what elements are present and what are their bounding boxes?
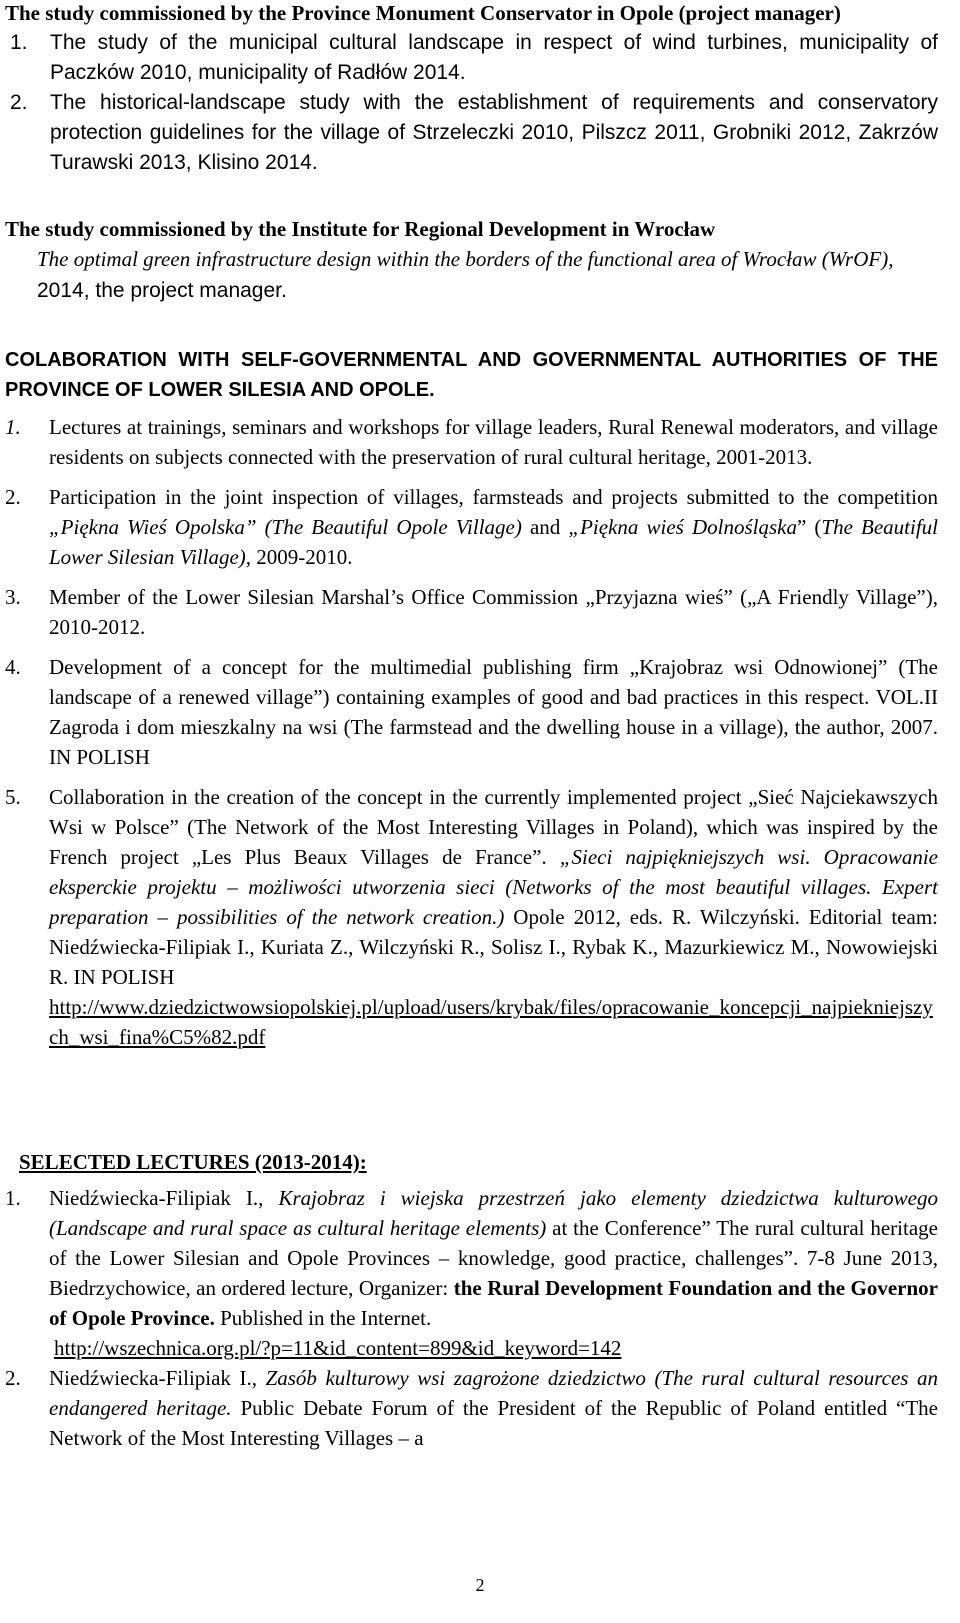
section-heading: SELECTED LECTURES (2013-2014): (19, 1150, 367, 1174)
section-heading: The study commissioned by the Institute for Regional Development in Wrocław (5, 217, 716, 241)
list-item: 1. Lectures at trainings, seminars and workshops for village leaders, Rural Renewal moderators, and village residents on subjects connected with the preservation of rural cultural heritage, 2001-2013. (5, 415, 938, 469)
list-item: 1. The study of the municipal cultural landscape in respect of wind turbines, municipality of Paczków 2010, municipality of Radłów 2014. (10, 31, 938, 84)
section-collaboration (5, 345, 938, 405)
list-item: 5. Collaboration in the creation of the concept in the currently implemented project „Sieć Najciekawszych Wsi w Polsce” (The Network of the Most Interesting Villages in Poland), which was inspired by the French project „Les Plus Beaux Villages de France”. „Sieci najpiękniejszych wsi. Opracowanie eksperckie projektu – możliwości utworzenia sieci (Networks of the most beautiful villages. Expert preparation – possibilities of the network creation.) Opole 2012, eds. R. Wilczyński. Editorial team: Niedźwiecka-Filipiak I., Kuriata Z., Wilczyński R., Solisz I., Rybak K., Mazurkiewicz M., Nowowiejski R. IN POLISH http://www.dziedzictwowsiopolskiej.pl/upload/users/krybak/files/opracowanie_koncepcji_najpiekniejszych_wsi_fina%C5%82.pdf (5, 782, 938, 1052)
collaboration-list (5, 412, 938, 1052)
list-item: 1. Niedźwiecka-Filipiak I., Krajobraz i wiejska przestrzeń jako elementy dziedzictwa kulturowego (Landscape and rural space as cultural heritage elements) at the Conference” The rural cultural heritage of the Lower Silesian and Opole Provinces – knowledge, good practice, challenges”. 7-8 June 2013, Biedrzychowice, an ordered lecture, Organizer: the Rural Development Foundation and the Governor of Opole Province. Published in the Internet. http://wszechnica.org.pl/?p=11&id_content=899&id_keyword=142 (5, 1183, 938, 1363)
list-item: 2. The historical-landscape study with the establishment of requirements and conservatory protection guidelines for the village of Strzeleczki 2010, Pilszcz 2011, Grobniki 2012, Zakrzów Turawski 2013, Klisino 2014. (10, 91, 938, 174)
list-item: 2. Niedźwiecka-Filipiak I., Zasób kulturowy wsi zagrożone dziedzictwo (The rural cultural resources an endangered heritage. Public Debate Forum of the President of the Republic of Poland entitled “The Network of the Most Interesting Villages – a (5, 1366, 939, 1450)
study-title: The optimal green infrastructure design within the borders of the functional area of Wrocław (WrOF), 2014, the project manager. (37, 247, 894, 302)
page-number: 2 (475, 1575, 485, 1595)
section-commissioned-wroclaw (5, 214, 938, 306)
reference-link[interactable]: http://www.dziedzictwowsiopolskiej.pl/upload/users/krybak/files/opracowanie_koncepcji_najpiekniejszych_wsi_fina%C5%82.pdf (49, 995, 933, 1049)
list-item: 2. Participation in the joint inspection of villages, farmsteads and projects submitted to the competition „Piękna Wieś Opolska” (The Beautiful Opole Village) and „Piękna wieś Dolnośląska” (The Beautiful Lower Silesian Village), 2009-2010. (5, 485, 938, 569)
lectures-list (5, 1183, 938, 1453)
section-heading: The study commissioned by the Province Monument Conservator in Opole (project manager) (5, 1, 841, 25)
reference-link[interactable]: http://wszechnica.org.pl/?p=11&id_content=899&id_keyword=142 (54, 1336, 622, 1360)
list-item: 4. Development of a concept for the multimedial publishing firm „Krajobraz wsi Odnowionej” (The landscape of a renewed village”) containing examples of good and bad practices in this respect. VOL.II Zagroda i dom mieszkalny na wsi (The farmstead and the dwelling house in a village), the author, 2007. IN POLISH (5, 655, 938, 769)
section-commissioned-opole (5, 0, 938, 178)
section-heading: COLABORATION WITH SELF-GOVERNMENTAL AND GOVERNMENTAL AUTHORITIES OF THE PROVINCE OF LOWER SILESIA AND OPOLE. (5, 349, 938, 401)
list-item: 3. Member of the Lower Silesian Marshal’s Office Commission „Przyjazna wieś” („A Friendly Village”), 2010-2012. (5, 585, 938, 639)
section-selected-lectures (5, 1147, 938, 1177)
